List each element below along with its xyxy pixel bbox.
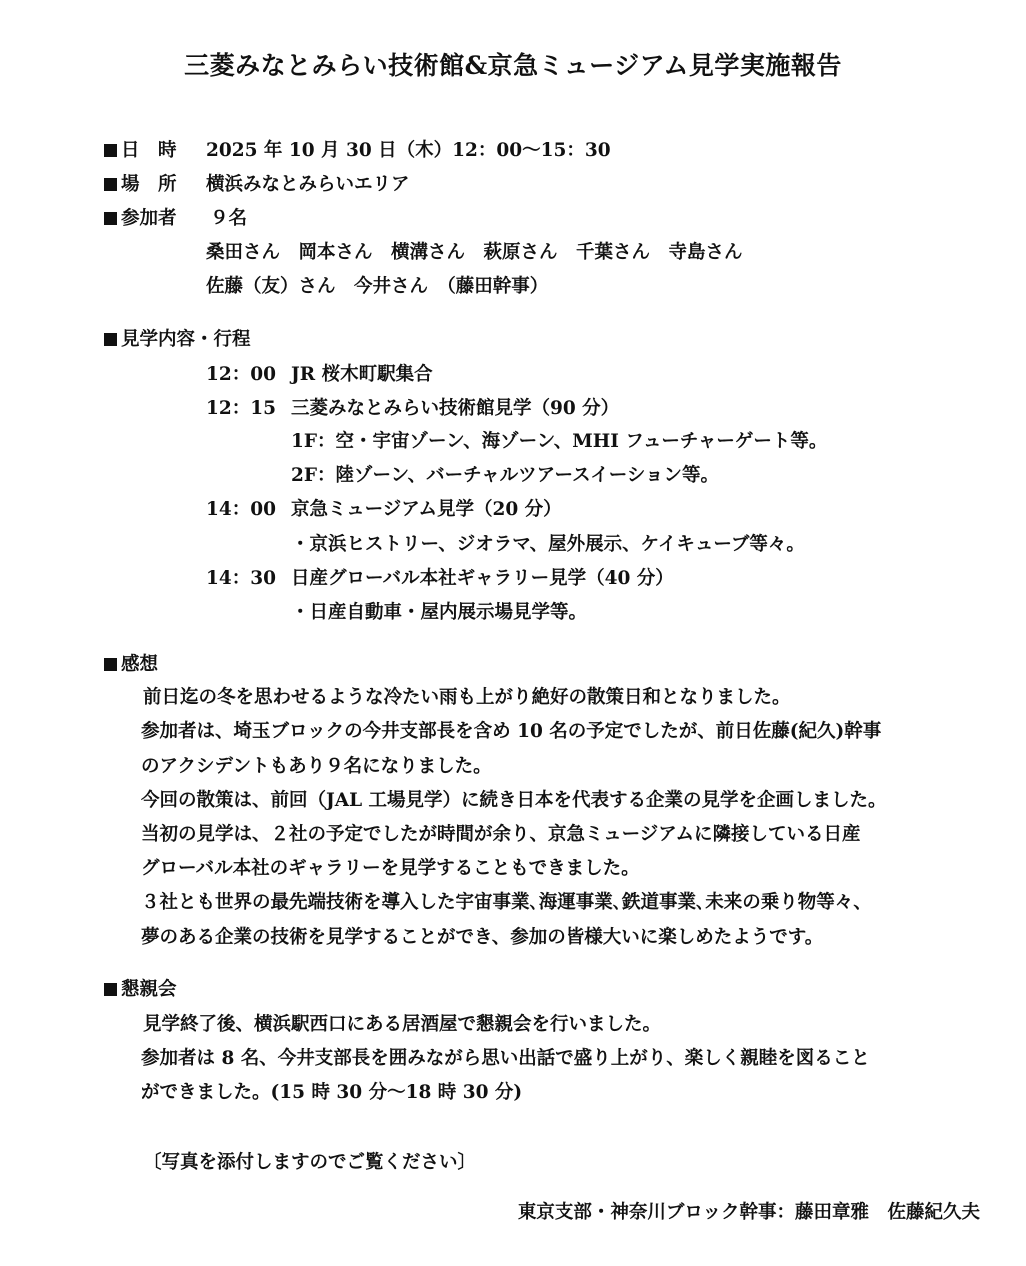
social-label: 懇親会 bbox=[121, 979, 177, 1000]
impressions-line: 当初の見学は、２社の予定でしたが時間が余り、京急ミュージアムに隣接している日産 bbox=[141, 824, 861, 845]
participants-count: ９名 bbox=[210, 208, 248, 229]
impressions-line: のアクシデントもあり９名になりました。 bbox=[141, 756, 492, 777]
place-value: 横浜みなとみらいエリア bbox=[206, 174, 410, 195]
photo-note: 〔写真を添付しますのでご覧ください〕 bbox=[143, 1152, 477, 1173]
impressions-line: グローバル本社のギャラリーを見学することもできました。 bbox=[141, 858, 640, 879]
itinerary-heading bbox=[104, 327, 251, 353]
impressions-line: 参加者は、埼玉ブロックの今井支部長を含め 10 名の予定でしたが、前日佐藤(紀久)幹事 bbox=[141, 721, 882, 742]
square-bullet-icon bbox=[104, 983, 117, 996]
place-label: 場 所 bbox=[121, 174, 177, 195]
participants-line-1: 桑田さん 岡本さん 横溝さん 萩原さん 千葉さん 寺島さん bbox=[206, 242, 743, 263]
place-heading bbox=[104, 172, 177, 198]
itinerary-text: JR 桜木町駅集合 bbox=[291, 364, 433, 385]
itinerary-text: 日産グローバル本社ギャラリー見学（40 分） bbox=[291, 568, 674, 589]
participants-label: 参加者 bbox=[121, 208, 177, 229]
impressions-line: 夢のある企業の技術を見学することができ、参加の皆様大いに楽しめたようです。 bbox=[141, 927, 824, 948]
itinerary-time: 12：00 bbox=[206, 364, 276, 385]
signature: 東京支部・神奈川ブロック幹事：藤田章雅 佐藤紀久夫 bbox=[517, 1202, 980, 1223]
itinerary-time: 14：00 bbox=[206, 499, 276, 520]
itinerary-detail: 2F：陸ゾーン、バーチャルツアースイーション等。 bbox=[291, 465, 720, 486]
date-heading bbox=[104, 138, 177, 164]
itinerary-text: 京急ミュージアム見学（20 分） bbox=[291, 499, 562, 520]
impressions-line: ３社とも世界の最先端技術を導入した宇宙事業､海運事業､鉄道事業､未来の乗り物等々、 bbox=[141, 892, 872, 913]
itinerary-detail: ・日産自動車・屋内展示場見学等。 bbox=[291, 602, 588, 623]
impressions-heading bbox=[104, 652, 158, 678]
itinerary-label: 見学内容・行程 bbox=[121, 329, 251, 350]
square-bullet-icon bbox=[104, 333, 117, 346]
participants-line-2: 佐藤（友）さん 今井さん （藤田幹事） bbox=[206, 276, 549, 297]
itinerary-text: 三菱みなとみらい技術館見学（90 分） bbox=[291, 398, 620, 419]
square-bullet-icon bbox=[104, 144, 117, 157]
participants-heading bbox=[104, 206, 177, 232]
impressions-line: 今回の散策は、前回（JAL 工場見学）に続き日本を代表する企業の見学を企画しました。 bbox=[141, 790, 887, 811]
impressions-label: 感想 bbox=[121, 654, 159, 675]
square-bullet-icon bbox=[104, 212, 117, 225]
itinerary-detail: ・京浜ヒストリー、ジオラマ、屋外展示、ケイキューブ等々。 bbox=[291, 534, 805, 555]
square-bullet-icon bbox=[104, 658, 117, 671]
date-value: 2025 年 10 月 30 日（木）12：00～15：30 bbox=[206, 140, 611, 161]
date-label: 日 時 bbox=[121, 140, 177, 161]
square-bullet-icon bbox=[104, 178, 117, 191]
itinerary-detail: 1F：空・宇宙ゾーン、海ゾーン、MHI フューチャーゲート等。 bbox=[291, 431, 828, 452]
social-line: 参加者は 8 名、今井支部長を囲みながら思い出話で盛り上がり、楽しく親睦を図ること bbox=[141, 1048, 870, 1069]
impressions-line: 前日迄の冬を思わせるような冷たい雨も上がり絶好の散策日和となりました。 bbox=[143, 687, 791, 708]
page-title: 三菱みなとみらい技術館&京急ミュージアム見学実施報告 bbox=[184, 51, 842, 80]
itinerary-time: 14：30 bbox=[206, 568, 276, 589]
social-heading bbox=[104, 977, 177, 1003]
social-line: ができました。(15 時 30 分～18 時 30 分) bbox=[141, 1082, 523, 1103]
itinerary-time: 12：15 bbox=[206, 398, 276, 419]
social-line: 見学終了後、横浜駅西口にある居酒屋で懇親会を行いました。 bbox=[143, 1014, 662, 1035]
